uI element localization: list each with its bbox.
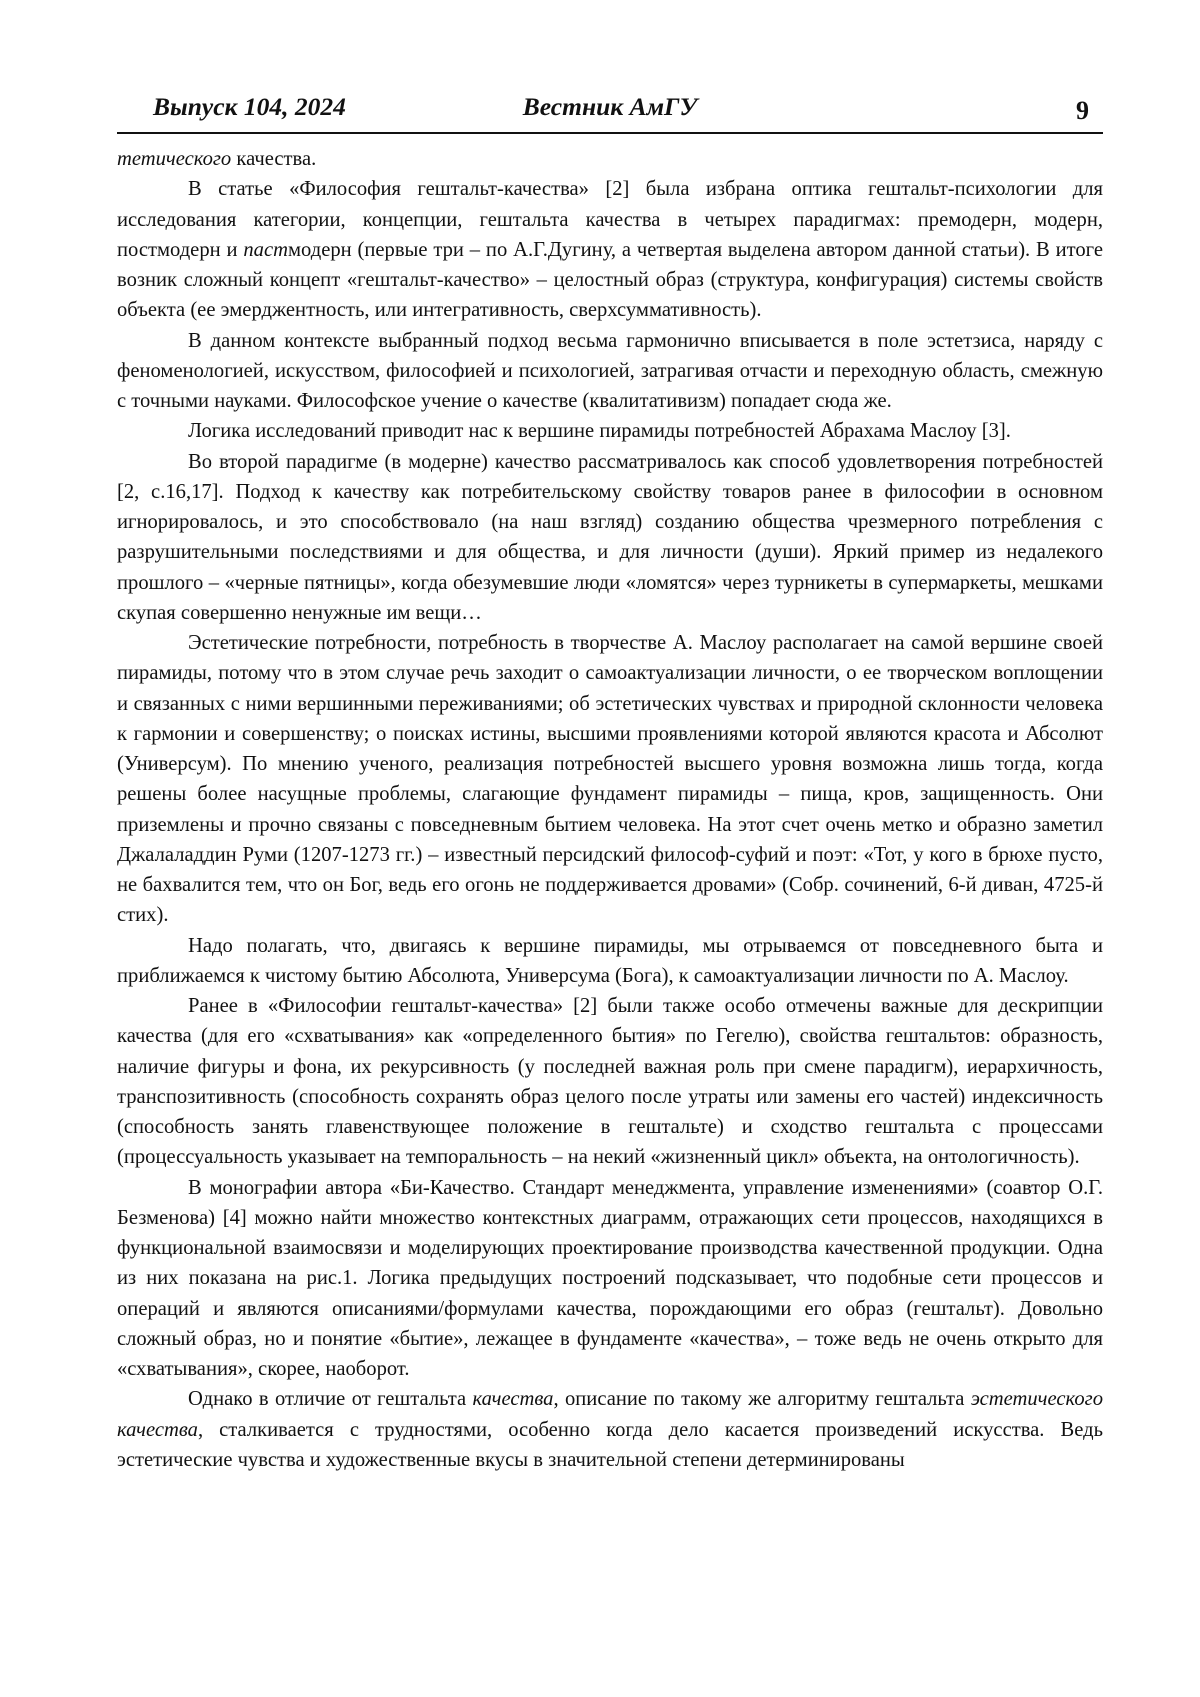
paragraph-continuation	[117, 144, 1103, 174]
running-header	[117, 88, 1103, 134]
article-body	[117, 144, 1103, 1475]
paragraph: Надо полагать, что, двигаясь к вершине пирамиды, мы отрываемся от повседневного быта и приближаемся к чистому бытию Абсолюта, Универсума (Бога), к самоактуализации личности по А. Маслоу.	[117, 934, 1103, 987]
paragraph: В данном контексте выбранный подход весьма гармонично вписывается в поле эстетзиса, наряду с феноменологией, искусством, философией и психологией, затрагивая отчасти и переходную область, смежную с точными науками. Философское учение о качестве (квалитативизм) попадает сюда же.	[117, 329, 1103, 412]
italic-fragment: качества	[472, 1388, 554, 1411]
paragraph: В монографии автора «Би-Качество. Стандарт менеджмента, управление изменениями» (соавтор О.Г. Безменова) [4] можно найти множество контекстных диаграмм, отражающих сети процессов, находящихся в функциональной взаимосвязи и моделирующих проектирование производства качественной продукции. Одна из них показана на рис.1. Логика предыдущих построений подсказывает, что подобные сети процессов и операций и являются описаниями/формулами качества, порождающими его образ (гештальт). Довольно сложный образ, но и понятие «бытие», лежащее в фундаменте «качества», – тоже ведь не очень открыто для «схватывания», скорее, наоборот.	[117, 1176, 1103, 1380]
italic-fragment: паст	[243, 238, 288, 261]
journal-title: Вестник АмГУ	[522, 92, 698, 121]
paragraph	[117, 1384, 1103, 1475]
page-number: 9	[1076, 96, 1089, 125]
text-fragment: , сталкивается с трудностями, особенно когда дело касается произведений искусства. Ведь эстетические чувства и художественные вкусы в значительной степени детерминированы	[117, 1418, 1103, 1471]
paragraph: Эстетические потребности, потребность в творчестве А. Маслоу располагает на самой вершине своей пирамиды, потому что в этом случае речь заходит о самоактуализации личности, о ее творческом воплощении и связанных с ними вершинными переживаниями; об эстетических чувствах и природной склонности человека к гармонии и совершенству; о поисках истины, высшими проявлениями которой являются красота и Абсолют (Универсум). По мнению ученого, реализация потребностей высшего уровня возможна лишь тогда, когда решены более насущные проблемы, слагающие фундамент пирамиды – пища, кров, защищенность. Они приземлены и прочно связаны с повседневным бытием человека. На этот счет очень метко и образно заметил Джалаладдин Руми (1207-1273 гг.) – известный персидский философ-суфий и поэт: «Тот, у кого в брюхе пусто, не бахвалится тем, что он Бог, ведь его огонь не поддерживается дровами» (Собр. сочинений, 6-й диван, 4725-й стих).	[117, 632, 1103, 927]
text-fragment: качества.	[231, 148, 317, 170]
text-fragment: В статье «Философия гештальт-качества» [2] была избрана оптика гештальт-психологии для исследования категории, концепции, гештальта качества в четырех парадигмах: премодерн, модерн, постмодерн и	[117, 178, 1103, 261]
text-fragment: , описание по такому же алгоритму гештальта	[553, 1388, 971, 1411]
italic-fragment: тетического	[117, 148, 232, 170]
paragraph	[117, 174, 1103, 325]
issue-label: Выпуск 104, 2024	[153, 92, 346, 121]
text-fragment: Однако в отличие от гештальта	[188, 1388, 473, 1411]
paragraph: Ранее в «Философии гештальт-качества» [2] были также особо отмечены важные для дескрипции качества (для его «схватывания» как «определенного бытия» по Гегелю), свойства гештальтов: образность, наличие фигуры и фона, их рекурсивность (у последней важная роль при смене парадигм), иерархичность, транспозитивность (способность сохранять образ целого после утраты или замены его частей) индексичность (способность занять главенствующее положение в гештальте) и сходство гештальта с процессами (процессуальность указывает на темпоральность – на некий «жизненный цикл» объекта, на онтологичность).	[117, 995, 1103, 1169]
paragraph: Логика исследований приводит нас к вершине пирамиды потребностей Абрахама Маслоу [3].	[188, 420, 1011, 443]
paragraph: Во второй парадигме (в модерне) качество рассматривалось как способ удовлетворения потребностей [2, с.16,17]. Подход к качеству как потребительскому свойству товаров ранее в философии в основном игнорировалось, и это способствовало (на наш взгляд) созданию общества чрезмерного потребления с разрушительными последствиями и для общества, и для личности (души). Яркий пример из недалекого прошлого – «черные пятницы», когда обезумевшие люди «ломятся» через турникеты в супермаркеты, мешками скупая совершенно ненужные им вещи…	[117, 450, 1103, 624]
text-fragment: модерн (первые три – по А.Г.Дугину, а четвертая выделена автором данной статьи). В итоге возник сложный концепт «гештальт-качество» – целостный образ (структура, конфигурация) системы свойств объекта (ее эмерджентность, или интегративность, сверхсуммативность).	[117, 238, 1103, 322]
italic-fragment: эстетического качества	[117, 1388, 1103, 1441]
